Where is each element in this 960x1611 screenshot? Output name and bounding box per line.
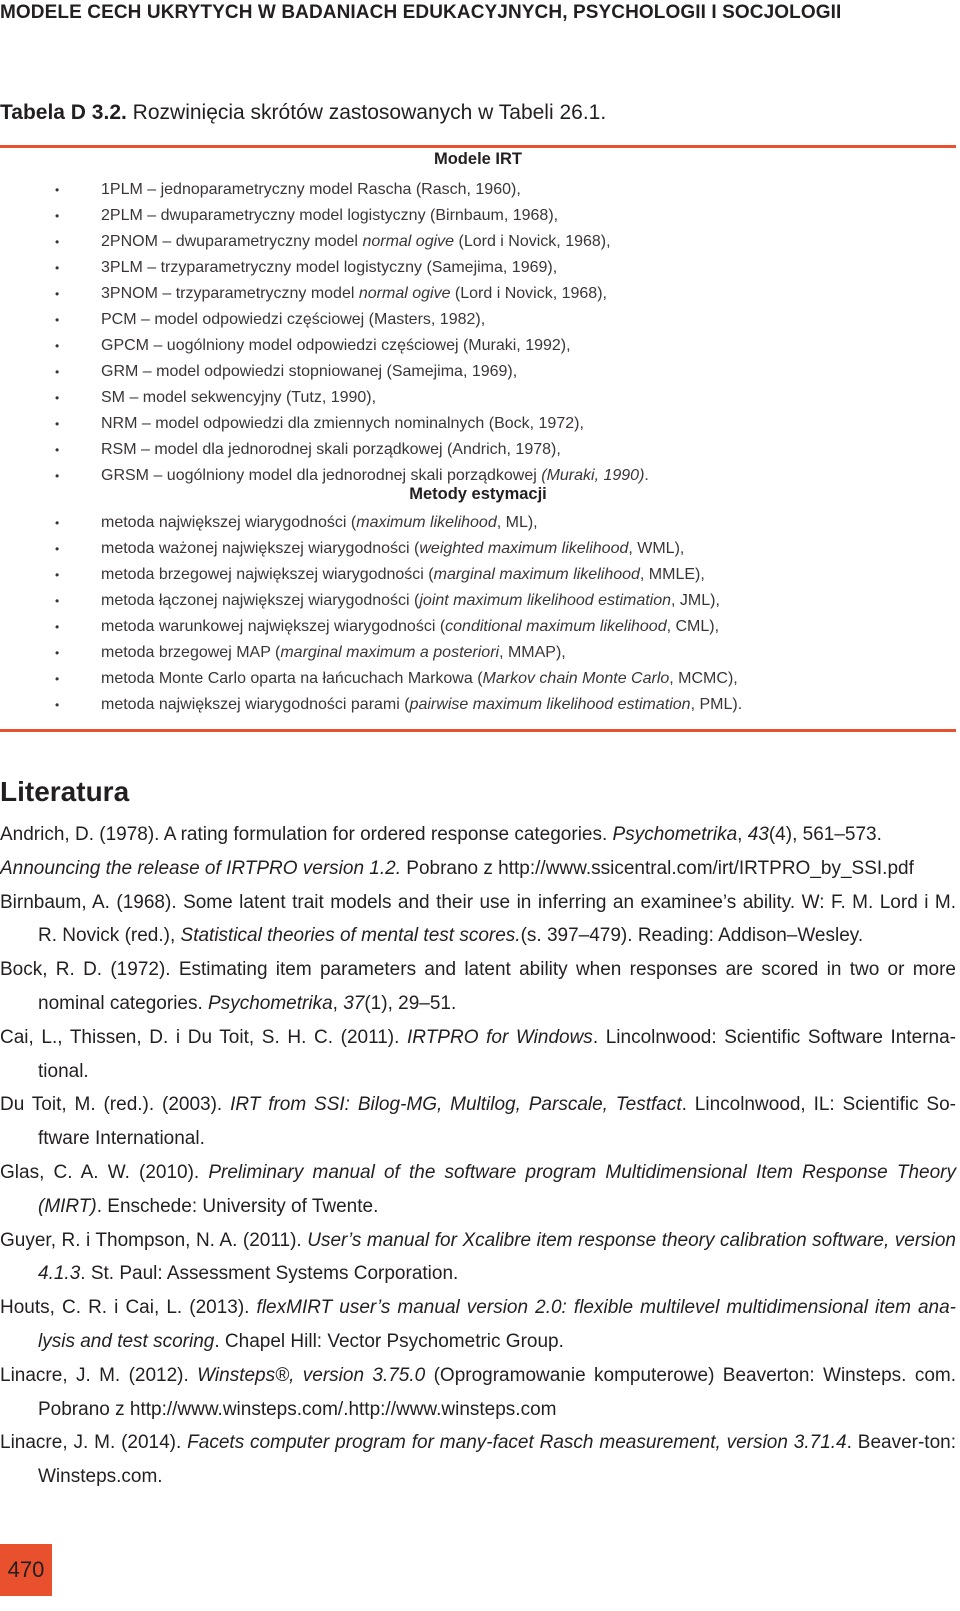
- list-item-segment: , ML),: [496, 514, 538, 531]
- reference-segment: (4), 561–573.: [768, 824, 882, 845]
- list-item-text: [101, 177, 521, 203]
- list-item-italic: joint maximum likelihood estimation: [419, 592, 672, 609]
- abbreviations-table: [0, 145, 956, 732]
- list-item: [0, 281, 956, 307]
- reference-italic: 43: [747, 824, 769, 845]
- reference-segment: Guyer, R. i Thompson, N. A. (2011).: [0, 1229, 308, 1251]
- reference-italic: Psychometrika: [208, 992, 333, 1014]
- irt-models-heading: Modele IRT: [433, 150, 522, 168]
- bullet-icon: •: [55, 469, 60, 483]
- list-item-segment: , MCMC),: [669, 670, 738, 687]
- list-item-segment: (Lord i Novick, 1968),: [450, 285, 607, 302]
- list-item-segment: metoda Monte Carlo oparta na łańcuchach Markowa (: [101, 670, 483, 687]
- reference-segment: (Oprogramowanie komputerowe) Beaverton: Winsteps. com. Pobrano z http://www.winsteps.com/.http://www.winsteps.com: [38, 1364, 956, 1420]
- table-caption-text: Rozwinięcia skrótów zastosowanych w Tabeli 26.1.: [126, 101, 607, 124]
- reference-segment: ,: [737, 824, 748, 845]
- reference-entry: [0, 1088, 956, 1156]
- bullet-icon: •: [55, 542, 60, 556]
- list-item: [0, 203, 956, 229]
- list-item-segment: , PML).: [690, 696, 743, 713]
- list-item: [0, 177, 956, 203]
- list-item: [0, 614, 956, 640]
- list-item: [0, 307, 956, 333]
- list-item: [0, 333, 956, 359]
- bullet-icon: •: [55, 391, 60, 405]
- list-item-text: [101, 666, 738, 692]
- list-item: [0, 666, 956, 692]
- bullet-icon: •: [55, 417, 60, 431]
- list-item-segment: metoda największej wiarygodności (: [101, 514, 357, 531]
- bullet-icon: •: [55, 672, 60, 686]
- literature-title: Literatura: [0, 776, 130, 807]
- reference-segment: Pobrano z http://www.ssicentral.com/irt/IRTPRO_by_SSI.pdf: [401, 857, 914, 879]
- reference-segment: (s. 397–479). Reading: Addison–Wesley.: [520, 925, 864, 947]
- reference-italic: Statistical theories of mental test scores.: [180, 925, 521, 947]
- table-caption: [0, 101, 606, 125]
- bullet-icon: •: [55, 235, 60, 249]
- reference-segment: Bock, R. D. (1972). Estimating item parameters and latent ability when responses are scored in two or more nominal categories.: [0, 959, 956, 1014]
- reference-segment: Andrich, D. (1978). A rating formulation for ordered response categories.: [0, 824, 613, 845]
- list-item-text: [101, 307, 485, 333]
- list-item-text: [101, 510, 538, 536]
- list-item-segment: , MMLE),: [639, 566, 705, 583]
- list-item-italic: conditional maximum likelihood: [445, 618, 667, 635]
- list-item: [0, 411, 956, 437]
- bullet-icon: •: [55, 313, 60, 327]
- reference-italic: IRT from SSI: Bilog-MG, Multilog, Parscale, Testfact: [230, 1094, 682, 1116]
- bullet-icon: •: [55, 183, 60, 197]
- reference-italic: Announcing the release of IRTPRO version 1.2.: [0, 857, 401, 879]
- list-item: [0, 692, 956, 718]
- list-item: [0, 385, 956, 411]
- list-item-italic: normal ogive: [362, 233, 455, 250]
- reference-entry: [0, 886, 956, 954]
- reference-segment: . Lincolnwood, IL: Scientific So-ftware International.: [38, 1094, 957, 1150]
- bullet-icon: •: [55, 287, 60, 301]
- reference-segment: Houts, C. R. i Cai, L. (2013).: [0, 1297, 257, 1319]
- reference-italic: Winsteps®, version 3.75.0: [197, 1364, 426, 1386]
- reference-segment: . St. Paul: Assessment Systems Corporation.: [80, 1263, 459, 1285]
- list-item-segment: 3PNOM – trzyparametryczny model: [101, 285, 359, 302]
- reference-segment: . Chapel Hill: Vector Psychometric Group.: [214, 1330, 564, 1352]
- list-item-segment: GRSM – uogólniony model dla jednorodnej skali porządkowej: [101, 467, 542, 484]
- list-item: [0, 640, 956, 666]
- list-item-text: [101, 411, 584, 437]
- list-item-segment: SM – model sekwencyjny (Tutz, 1990),: [101, 389, 377, 406]
- bullet-icon: •: [55, 339, 60, 353]
- list-item-italic: marginal maximum likelihood: [433, 566, 640, 583]
- bullet-icon: •: [55, 209, 60, 223]
- list-item-segment: , JML),: [671, 592, 720, 609]
- bullet-icon: •: [55, 646, 60, 660]
- reference-segment: Birnbaum, A. (1968). Some latent trait models and their use in inferring an examinee’s ability. W: F. M. Lord i M. R. Novick (red.),: [0, 891, 956, 947]
- list-item: [0, 437, 956, 463]
- reference-entry: [0, 1291, 956, 1359]
- list-item: [0, 588, 956, 614]
- list-item-segment: 1PLM – jednoparametryczny model Rascha (Rasch, 1960),: [101, 181, 521, 198]
- reference-entry: [0, 818, 956, 852]
- list-item-text: [101, 640, 566, 666]
- reference-entry: [0, 1359, 956, 1427]
- list-item-text: [101, 692, 742, 718]
- list-item-italic: (Muraki, 1990): [541, 467, 645, 484]
- list-item-segment: metoda brzegowej MAP (: [101, 644, 281, 661]
- list-item-segment: 3PLM – trzyparametryczny model logistyczny (Samejima, 1969),: [101, 259, 558, 276]
- list-item-segment: metoda łączonej największej wiarygodności (: [101, 592, 420, 609]
- list-item-text: [101, 437, 561, 463]
- list-item-italic: marginal maximum a posteriori: [280, 644, 500, 661]
- reference-entry: [0, 953, 956, 1021]
- list-item: [0, 510, 956, 536]
- list-item: [0, 229, 956, 255]
- reference-segment: . Lincolnwood: Scientific Software Interna-tional.: [38, 1026, 956, 1082]
- list-item-segment: metoda największej wiarygodności parami (: [101, 696, 410, 713]
- list-item-segment: .: [644, 467, 649, 484]
- list-item-segment: metoda brzegowej największej wiarygodności (: [101, 566, 434, 583]
- list-item-segment: PCM – model odpowiedzi częściowej (Masters, 1982),: [101, 311, 486, 328]
- list-item: [0, 359, 956, 385]
- list-item-segment: GRM – model odpowiedzi stopniowanej (Samejima, 1969),: [101, 363, 518, 380]
- list-item-text: [101, 229, 611, 255]
- reference-italic: User’s manual for Xcalibre item response theory calibration software, version 4.1.3: [38, 1229, 957, 1285]
- reference-entry: [0, 1156, 956, 1224]
- list-item-text: [101, 255, 557, 281]
- reference-segment: Cai, L., Thissen, D. i Du Toit, S. H. C. (2011).: [0, 1026, 408, 1048]
- list-item-segment: , CML),: [666, 618, 720, 635]
- list-item-text: [101, 614, 719, 640]
- list-item: [0, 562, 956, 588]
- list-item-text: [101, 203, 558, 229]
- estimation-methods-heading: Metody estymacji: [409, 485, 547, 503]
- bullet-icon: •: [55, 365, 60, 379]
- list-item-segment: NRM – model odpowiedzi dla zmiennych nominalnych (Bock, 1972),: [101, 415, 584, 432]
- bullet-icon: •: [55, 568, 60, 582]
- reference-italic: flexMIRT user’s manual version 2.0: flexible multilevel multidimensional item ana-lysis and test scoring: [38, 1297, 957, 1352]
- reference-italic: Preliminary manual of the software program Multidimensional Item Response Theory (MIRT): [38, 1161, 956, 1217]
- list-item-segment: RSM – model dla jednorodnej skali porządkowej (Andrich, 1978),: [101, 441, 561, 458]
- bullet-icon: •: [55, 261, 60, 275]
- list-item-text: [101, 536, 684, 562]
- reference-segment: ,: [332, 992, 344, 1014]
- list-item-text: [101, 333, 571, 359]
- reference-segment: (1), 29–51.: [364, 992, 457, 1014]
- list-item-segment: 2PLM – dwuparametryczny model logistyczny (Birnbaum, 1968),: [101, 207, 559, 224]
- reference-entry: [0, 852, 956, 886]
- bullet-icon: •: [55, 516, 60, 530]
- reference-segment: . Enschede: University of Twente.: [96, 1195, 379, 1217]
- page-number: 470: [0, 1544, 52, 1596]
- reference-segment: . Beaver-ton: Winsteps.com.: [38, 1432, 956, 1488]
- list-item-segment: metoda ważonej największej wiarygodności (: [101, 540, 420, 557]
- list-item-segment: (Lord i Novick, 1968),: [454, 233, 611, 250]
- list-item-text: [101, 359, 517, 385]
- list-item-segment: 2PNOM – dwuparametryczny model: [101, 233, 363, 250]
- list-item-segment: , WML),: [628, 540, 685, 557]
- reference-segment: Du Toit, M. (red.). (2003).: [0, 1094, 231, 1116]
- list-item-text: [101, 562, 705, 588]
- bullet-icon: •: [55, 594, 60, 608]
- reference-list: [0, 818, 956, 1494]
- list-item-italic: Markov chain Monte Carlo: [482, 670, 670, 687]
- reference-italic: Facets computer program for many-facet Rasch measurement, version 3.71.4: [187, 1432, 847, 1454]
- running-header: MODELE CECH UKRYTYCH W BADANIACH EDUKACYJNYCH, PSYCHOLOGII I SOCJOLOGII: [0, 2, 842, 23]
- reference-italic: IRTPRO for Windows: [407, 1026, 593, 1048]
- irt-models-list: [0, 177, 956, 489]
- table-caption-label: Tabela D 3.2.: [0, 101, 127, 124]
- reference-entry: [0, 1224, 956, 1292]
- list-item-italic: pairwise maximum likelihood estimation: [409, 696, 691, 713]
- reference-entry: [0, 1426, 956, 1494]
- list-item: [0, 536, 956, 562]
- reference-segment: Linacre, J. M. (2012).: [0, 1364, 198, 1386]
- bullet-icon: •: [55, 620, 60, 634]
- estimation-methods-list: [0, 510, 956, 718]
- list-item: [0, 255, 956, 281]
- list-item-segment: metoda warunkowej największej wiarygodności (: [101, 618, 446, 635]
- reference-italic: 37: [343, 992, 365, 1014]
- reference-italic: Psychometrika: [612, 824, 738, 845]
- list-item-italic: weighted maximum likelihood: [419, 540, 629, 557]
- list-item-text: [101, 385, 376, 411]
- reference-segment: Glas, C. A. W. (2010).: [0, 1161, 209, 1183]
- list-item-segment: , MMAP),: [499, 644, 566, 661]
- reference-entry: [0, 1021, 956, 1089]
- list-item-italic: maximum likelihood: [356, 514, 497, 531]
- bullet-icon: •: [55, 698, 60, 712]
- list-item-text: [101, 281, 607, 307]
- list-item-italic: normal ogive: [358, 285, 451, 302]
- list-item-segment: GPCM – uogólniony model odpowiedzi częściowej (Muraki, 1992),: [101, 337, 571, 354]
- reference-segment: Linacre, J. M. (2014).: [0, 1432, 188, 1454]
- list-item-text: [101, 588, 720, 614]
- bullet-icon: •: [55, 443, 60, 457]
